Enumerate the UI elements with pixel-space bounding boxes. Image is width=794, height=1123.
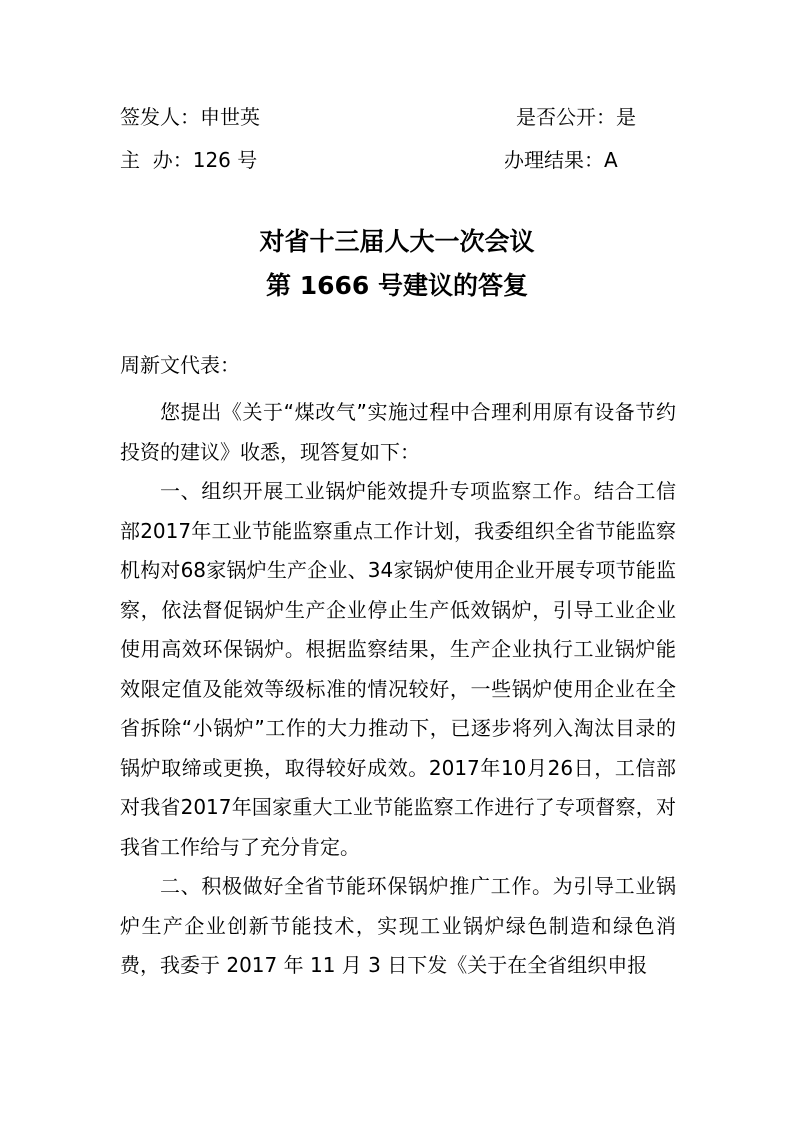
body-text <box>120 393 676 986</box>
result-label: 办理结果：A <box>504 148 618 172</box>
paragraph-section-1: 一、组织开展工业锅炉能效提升专项监察工作。结合工信部2017年工业节能监察重点工作计划，我委组织全省节能监察机构对68家锅炉生产企业、34家锅炉使用企业开展专项节能监察，依法督促锅炉生产企业停止生产低效锅炉，引导工业企业使用高效环保锅炉。根据监察结果，生产企业执行工业锅炉能效限定值及能效等级标准的情况较好，一些锅炉使用企业在全省拆除“小锅炉”工作的大力推动下，已逐步将列入淘汰目录的锅炉取缔或更换，取得较好成效。2017年10月26日，工信部对我省2017年国家重大工业节能监察工作进行了专项督察，对我省工作给与了充分肯定。 <box>120 479 676 859</box>
paragraph-intro: 您提出《关于“煤改气”实施过程中合理利用原有设备节约投资的建议》收悉，现答复如下： <box>120 400 676 464</box>
salutation: 周新文代表： <box>120 353 240 377</box>
sponsor-label: 主 办：126 号 <box>120 148 258 172</box>
header-row-2 <box>120 145 660 175</box>
header-row-1 <box>120 102 660 132</box>
issuer-label: 签发人：申世英 <box>120 105 260 129</box>
paragraph-section-2: 二、积极做好全省节能环保锅炉推广工作。为引导工业锅炉生产企业创新节能技术，实现工业锅炉绿色制造和绿色消费，我委于 2017 年 11 月 3 日下发《关于在全省组织申报 <box>120 874 676 977</box>
public-status-label: 是否公开：是 <box>516 105 636 129</box>
document-title-line2: 第 1666 号建议的答复 <box>266 271 528 300</box>
document-title-line1: 对省十三届人大一次会议 <box>259 227 535 256</box>
